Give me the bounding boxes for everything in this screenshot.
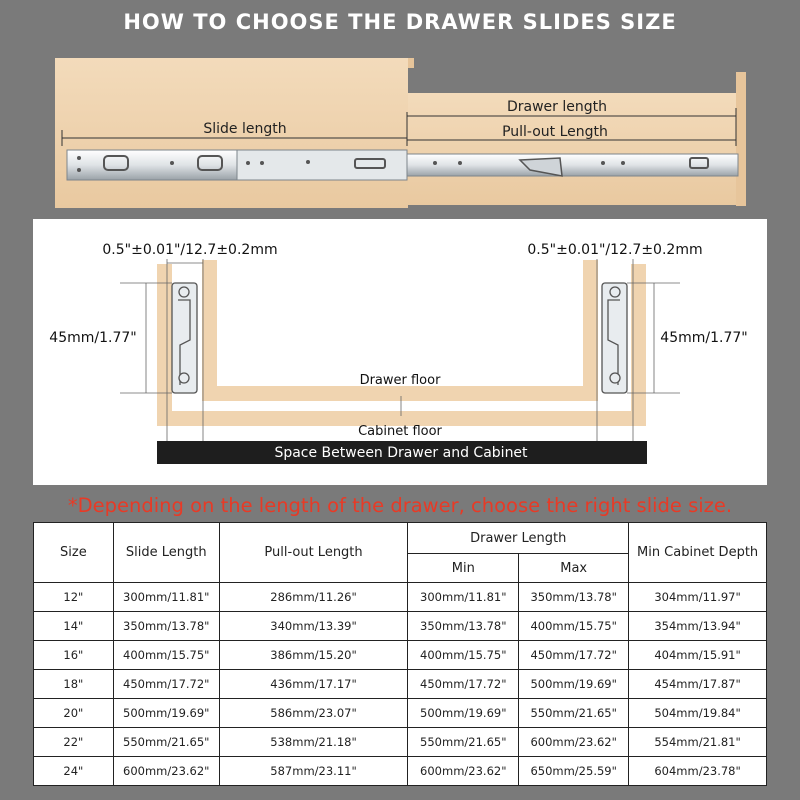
cell-size: 14" xyxy=(34,612,114,641)
cell-min-cabinet-depth: 404mm/15.91" xyxy=(629,641,767,670)
cell-min: 550mm/21.65" xyxy=(408,728,519,757)
cell-max: 600mm/23.62" xyxy=(519,728,629,757)
cell-pullout-length: 340mm/13.39" xyxy=(219,612,408,641)
table-row xyxy=(34,583,767,612)
slide-rail-extended xyxy=(407,154,738,176)
table-row xyxy=(34,699,767,728)
left-gap-label: 0.5"±0.01"/12.7±0.2mm xyxy=(102,242,278,258)
table-row xyxy=(34,612,767,641)
left-slide-profile xyxy=(172,283,197,393)
header-max: Max xyxy=(519,554,629,583)
cell-max: 350mm/13.78" xyxy=(519,583,629,612)
left-cabinet-wall xyxy=(157,264,172,426)
page-title: HOW TO CHOOSE THE DRAWER SLIDES SIZE xyxy=(123,10,677,34)
table-row xyxy=(34,728,767,757)
cell-size: 18" xyxy=(34,670,114,699)
slide-rail-inner xyxy=(237,150,407,180)
cell-min: 450mm/17.72" xyxy=(408,670,519,699)
header-min-cabinet-depth: Min Cabinet Depth xyxy=(629,523,767,583)
cell-pullout-length: 436mm/17.17" xyxy=(219,670,408,699)
cell-max: 650mm/25.59" xyxy=(519,757,629,786)
drawer-front xyxy=(736,72,746,206)
cell-min: 500mm/19.69" xyxy=(408,699,519,728)
cell-min-cabinet-depth: 604mm/23.78" xyxy=(629,757,767,786)
drawer-length-label: Drawer length xyxy=(506,99,608,115)
header-drawer-length: Drawer Length xyxy=(408,523,629,554)
cell-pullout-length: 286mm/11.26" xyxy=(219,583,408,612)
cell-max: 500mm/19.69" xyxy=(519,670,629,699)
cell-pullout-length: 586mm/23.07" xyxy=(219,699,408,728)
left-height-label: 45mm/1.77" xyxy=(49,330,137,346)
cabinet-floor-label: Cabinet floor xyxy=(358,424,442,439)
cell-slide-length: 550mm/21.65" xyxy=(113,728,219,757)
header-min: Min xyxy=(408,554,519,583)
cell-size: 20" xyxy=(34,699,114,728)
cell-max: 450mm/17.72" xyxy=(519,641,629,670)
table-body xyxy=(34,583,767,786)
cell-slide-length: 350mm/13.78" xyxy=(113,612,219,641)
cell-min: 300mm/11.81" xyxy=(408,583,519,612)
pullout-length-label: Pull-out Length xyxy=(502,124,608,140)
cell-slide-length: 450mm/17.72" xyxy=(113,670,219,699)
cell-min-cabinet-depth: 304mm/11.97" xyxy=(629,583,767,612)
size-table-container xyxy=(33,522,767,786)
selection-note: *Depending on the length of the drawer, choose the right slide size. xyxy=(67,493,733,517)
cell-slide-length: 600mm/23.62" xyxy=(113,757,219,786)
cell-size: 12" xyxy=(34,583,114,612)
cross-section-panel xyxy=(33,219,767,485)
cell-slide-length: 400mm/15.75" xyxy=(113,641,219,670)
table-row xyxy=(34,757,767,786)
cell-pullout-length: 538mm/21.18" xyxy=(219,728,408,757)
cell-min: 350mm/13.78" xyxy=(408,612,519,641)
drawer-slide-diagram xyxy=(0,44,800,219)
table-row xyxy=(34,670,767,699)
cell-size: 22" xyxy=(34,728,114,757)
cell-min-cabinet-depth: 354mm/13.94" xyxy=(629,612,767,641)
cell-pullout-length: 386mm/15.20" xyxy=(219,641,408,670)
right-height-label: 45mm/1.77" xyxy=(660,330,748,346)
slide-length-label: Slide length xyxy=(203,121,287,137)
header-pullout-length: Pull-out Length xyxy=(219,523,408,583)
cell-size: 24" xyxy=(34,757,114,786)
right-gap-label: 0.5"±0.01"/12.7±0.2mm xyxy=(527,242,703,258)
cell-slide-length: 500mm/19.69" xyxy=(113,699,219,728)
cell-max: 550mm/21.65" xyxy=(519,699,629,728)
cell-min: 600mm/23.62" xyxy=(408,757,519,786)
cell-min-cabinet-depth: 554mm/21.81" xyxy=(629,728,767,757)
cell-max: 400mm/15.75" xyxy=(519,612,629,641)
header-size: Size xyxy=(34,523,114,583)
cell-slide-length: 300mm/11.81" xyxy=(113,583,219,612)
cell-min-cabinet-depth: 454mm/17.87" xyxy=(629,670,767,699)
cell-pullout-length: 587mm/23.11" xyxy=(219,757,408,786)
cross-section-diagram xyxy=(33,219,767,485)
header-slide-length: Slide Length xyxy=(113,523,219,583)
drawer-floor-label: Drawer floor xyxy=(359,373,441,388)
cell-min-cabinet-depth: 504mm/19.84" xyxy=(629,699,767,728)
right-slide-profile xyxy=(602,283,627,393)
cabinet-top-lip xyxy=(408,58,414,68)
size-table xyxy=(33,522,767,786)
cell-min: 400mm/15.75" xyxy=(408,641,519,670)
cell-size: 16" xyxy=(34,641,114,670)
space-label: Space Between Drawer and Cabinet xyxy=(274,445,528,461)
table-row xyxy=(34,641,767,670)
